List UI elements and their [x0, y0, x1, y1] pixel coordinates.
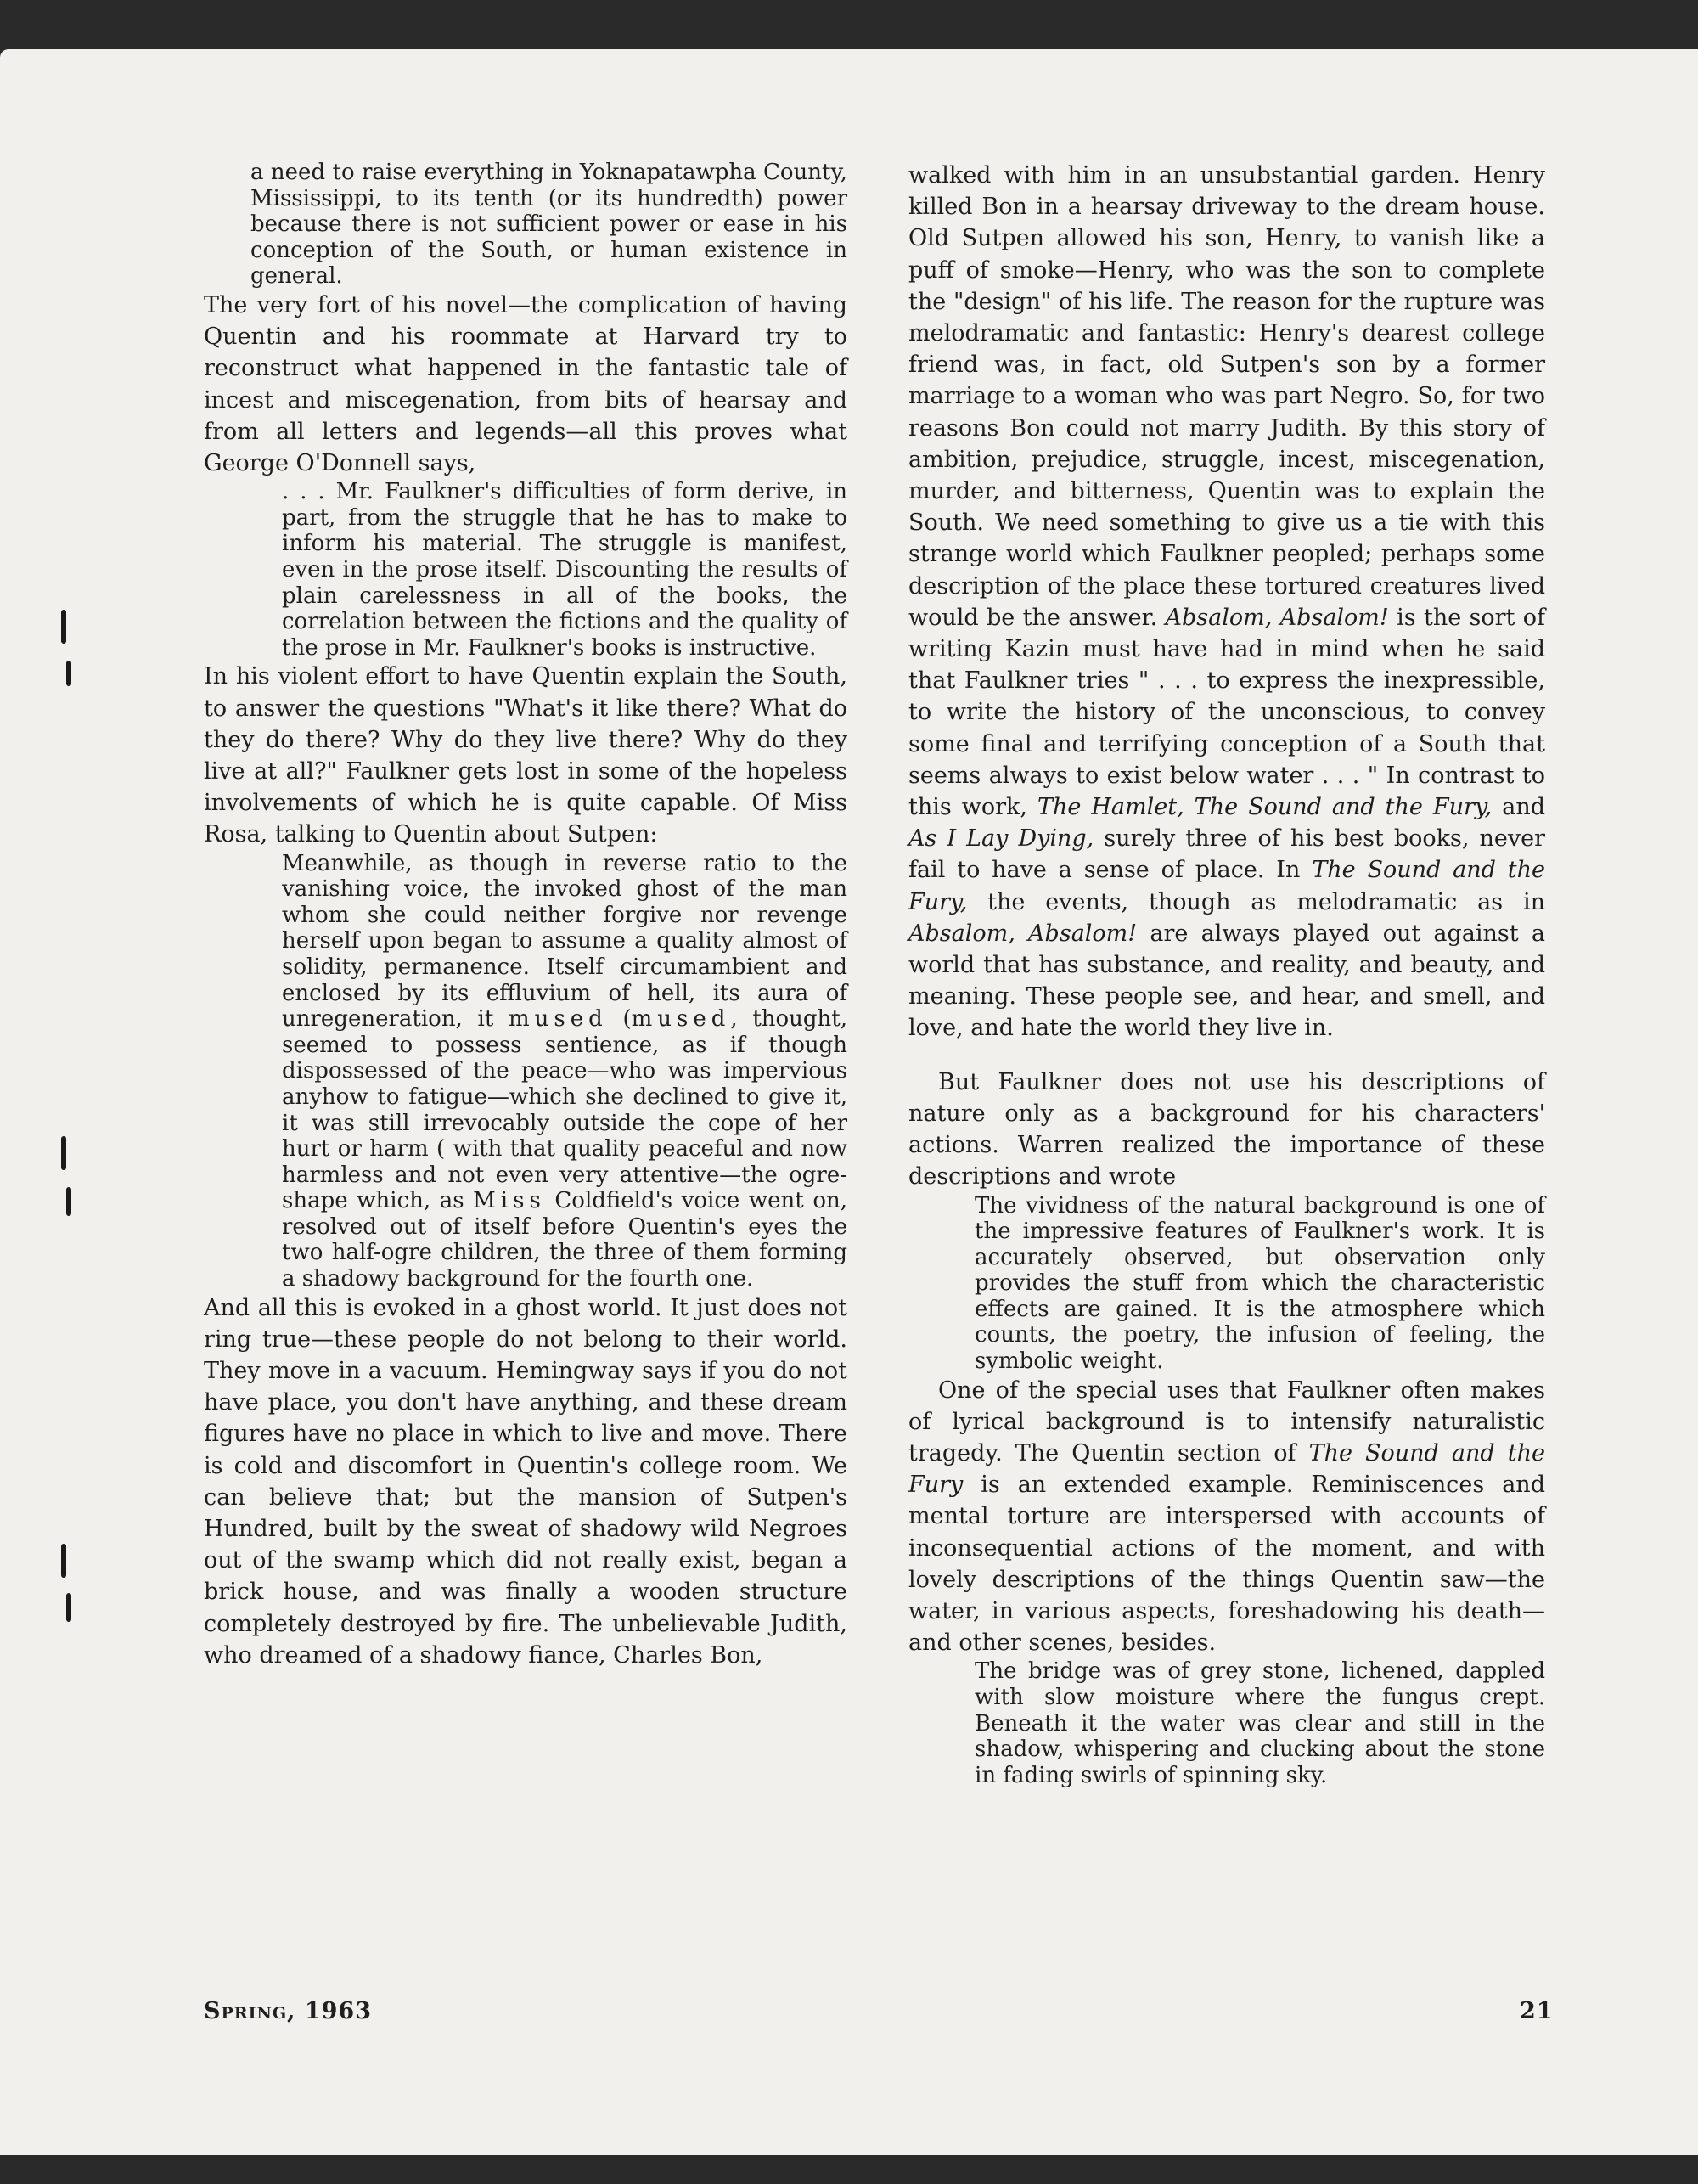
paragraph: walked with him in an unsubstantial garden. Henry killed Bon in a hearsay driveway to the dream house. Old Sutpen allowed his son, Henry, to vanish like a puff of smoke—Henry, who was the son to complete the "design" of his life. The reason for the rupture was melodramatic and fantastic: Henry's dearest college friend was, in fact, old Sutpen's son by a former marriage to a woman who was part Negro. So, for two reasons Bon could not marry Judith. By this story of ambition, prejudice, struggle, incest, miscegenation, murder, and bitterness, Quentin was to explain the South. We need something to give us a tie with this strange world which Faulkner peopled; perhaps some description of the place these tortured creatures lived would be the answer. Absalom, Absalom! is the sort of writing Kazin must have had in mind when he said that Faulkner tries " . . . to express the inexpressible, to write the history of the unconscious, to convey some final and terrifying conception of a South that seems always to exist below water . . . " In contrast to this work, The Hamlet, The Sound and the Fury, and As I Lay Dying, surely three of his best books, never fail to have a sense of place. In The Sound and the Fury, the events, though as melodramatic as in Absalom, Absalom! are always played out against a world that has substance, and reality, and beauty, and meaning. These people see, and hear, and smell, and love, and hate the world they live in. — [908, 162, 1545, 1042]
paragraph: And all this is evoked in a ghost world. It just does not ring true—these people do not belong to their world. They move in a vacuum. Hemingway says if you do not have place, you don't have anything, and these dream figures have no place in which to live and move. There is cold and discomfort in Quentin's college room. We can believe that; but the mansion of Sutpen's Hundred, built by the sweat of shadowy wild Negroes out of the swamp which did not really exist, began a brick house, and was finally a wooden structure completely destroyed by fire. The unbelievable Judith, who dreamed of a shadowy fiance, Charles Bon, — [204, 1294, 847, 1669]
block-quote: Meanwhile, as though in reverse ratio to the vanishing voice, the invoked ghost of the man whom she could neither forgive nor revenge herself upon began to assume a quality almost of solidity, permanence. Itself circumambient and enclosed by its effluvium of hell, its aura of unregeneration, it mused (mused, thought, seemed to possess sentience, as if though dispossessed of the peace—who was impervious anyhow to fatigue—which she declined to give it, it was still irrevocably outside the cope of her hurt or harm ( with that quality peaceful and now harmless and not even very attentive—the ogre-shape which, as Miss Coldfield's voice went on, resolved out of itself before Quentin's eyes the two half-ogre children, the three of them forming a shadowy background for the fourth one. — [282, 850, 848, 1292]
right-column — [908, 160, 1545, 1788]
margin-mark — [66, 1593, 71, 1622]
block-quote: . . . Mr. Faulkner's difficulties of form derive, in part, from the struggle that he has to make to inform his material. The struggle is manifest, even in the prose itself. Discounting the results of plain carelessness in all of the books, the correlation between the fictions and the quality of the prose in Mr. Faulkner's books is instructive. — [282, 479, 847, 661]
page-number: 21 — [1520, 1998, 1554, 2024]
issue-date: Spring, 1963 — [204, 1998, 373, 2024]
margin-mark — [61, 1136, 66, 1170]
paragraph: But Faulkner does not use his descriptions of nature only as a background for his characters' actions. Warren realized the importance of these descriptions and wrote — [908, 1068, 1545, 1191]
block-quote: The bridge was of grey stone, lichened, dappled with slow moisture where the fungus crept. Beneath it the water was clear and still in the shadow, whispering and clucking about the stone in fading swirls of spinning sky. — [975, 1658, 1545, 1788]
block-quote: a need to raise everything in Yoknapatawpha County, Mississippi, to its tenth (or its hundredth) power because there is not sufficient power or ease in his conception of the South, or human existence in general. — [250, 160, 847, 290]
paragraph: One of the special uses that Faulkner often makes of lyrical background is to intensify naturalistic tragedy. The Quentin section of The Sound and the Fury is an extended example. Reminiscences and mental torture are interspersed with accounts of inconsequential actions of the moment, and with lovely descriptions of the things Quentin saw—the water, in various aspects, foreshadowing his death—and other scenes, besides. — [908, 1376, 1545, 1657]
margin-mark — [61, 610, 66, 644]
paragraph: In his violent effort to have Quentin explain the South, to answer the questions "What's it like there? What do they do there? Why do they live there? Why do they live at all?" Faulkner gets lost in some of the hopeless involvements of which he is quite capable. Of Miss Rosa, talking to Quentin about Sutpen: — [204, 663, 847, 848]
paragraph: The very fort of his novel—the complication of having Quentin and his roommate at Harvard try to reconstruct what happened in the fantastic tale of incest and miscegenation, from bits of hearsay and from all letters and legends—all this proves what George O'Donnell says, — [204, 291, 847, 476]
page — [0, 49, 1698, 2155]
margin-mark — [66, 661, 71, 686]
left-column — [204, 160, 847, 1671]
margin-mark — [66, 1187, 71, 1216]
margin-mark — [61, 1544, 66, 1578]
block-quote: The vividness of the natural background is one of the impressive features of Faulkner's work. It is accurately observed, but observation only provides the stuff from which the characteristic effects are gained. It is the atmosphere which counts, the poetry, the infusion of feeling, the symbolic weight. — [975, 1192, 1545, 1375]
